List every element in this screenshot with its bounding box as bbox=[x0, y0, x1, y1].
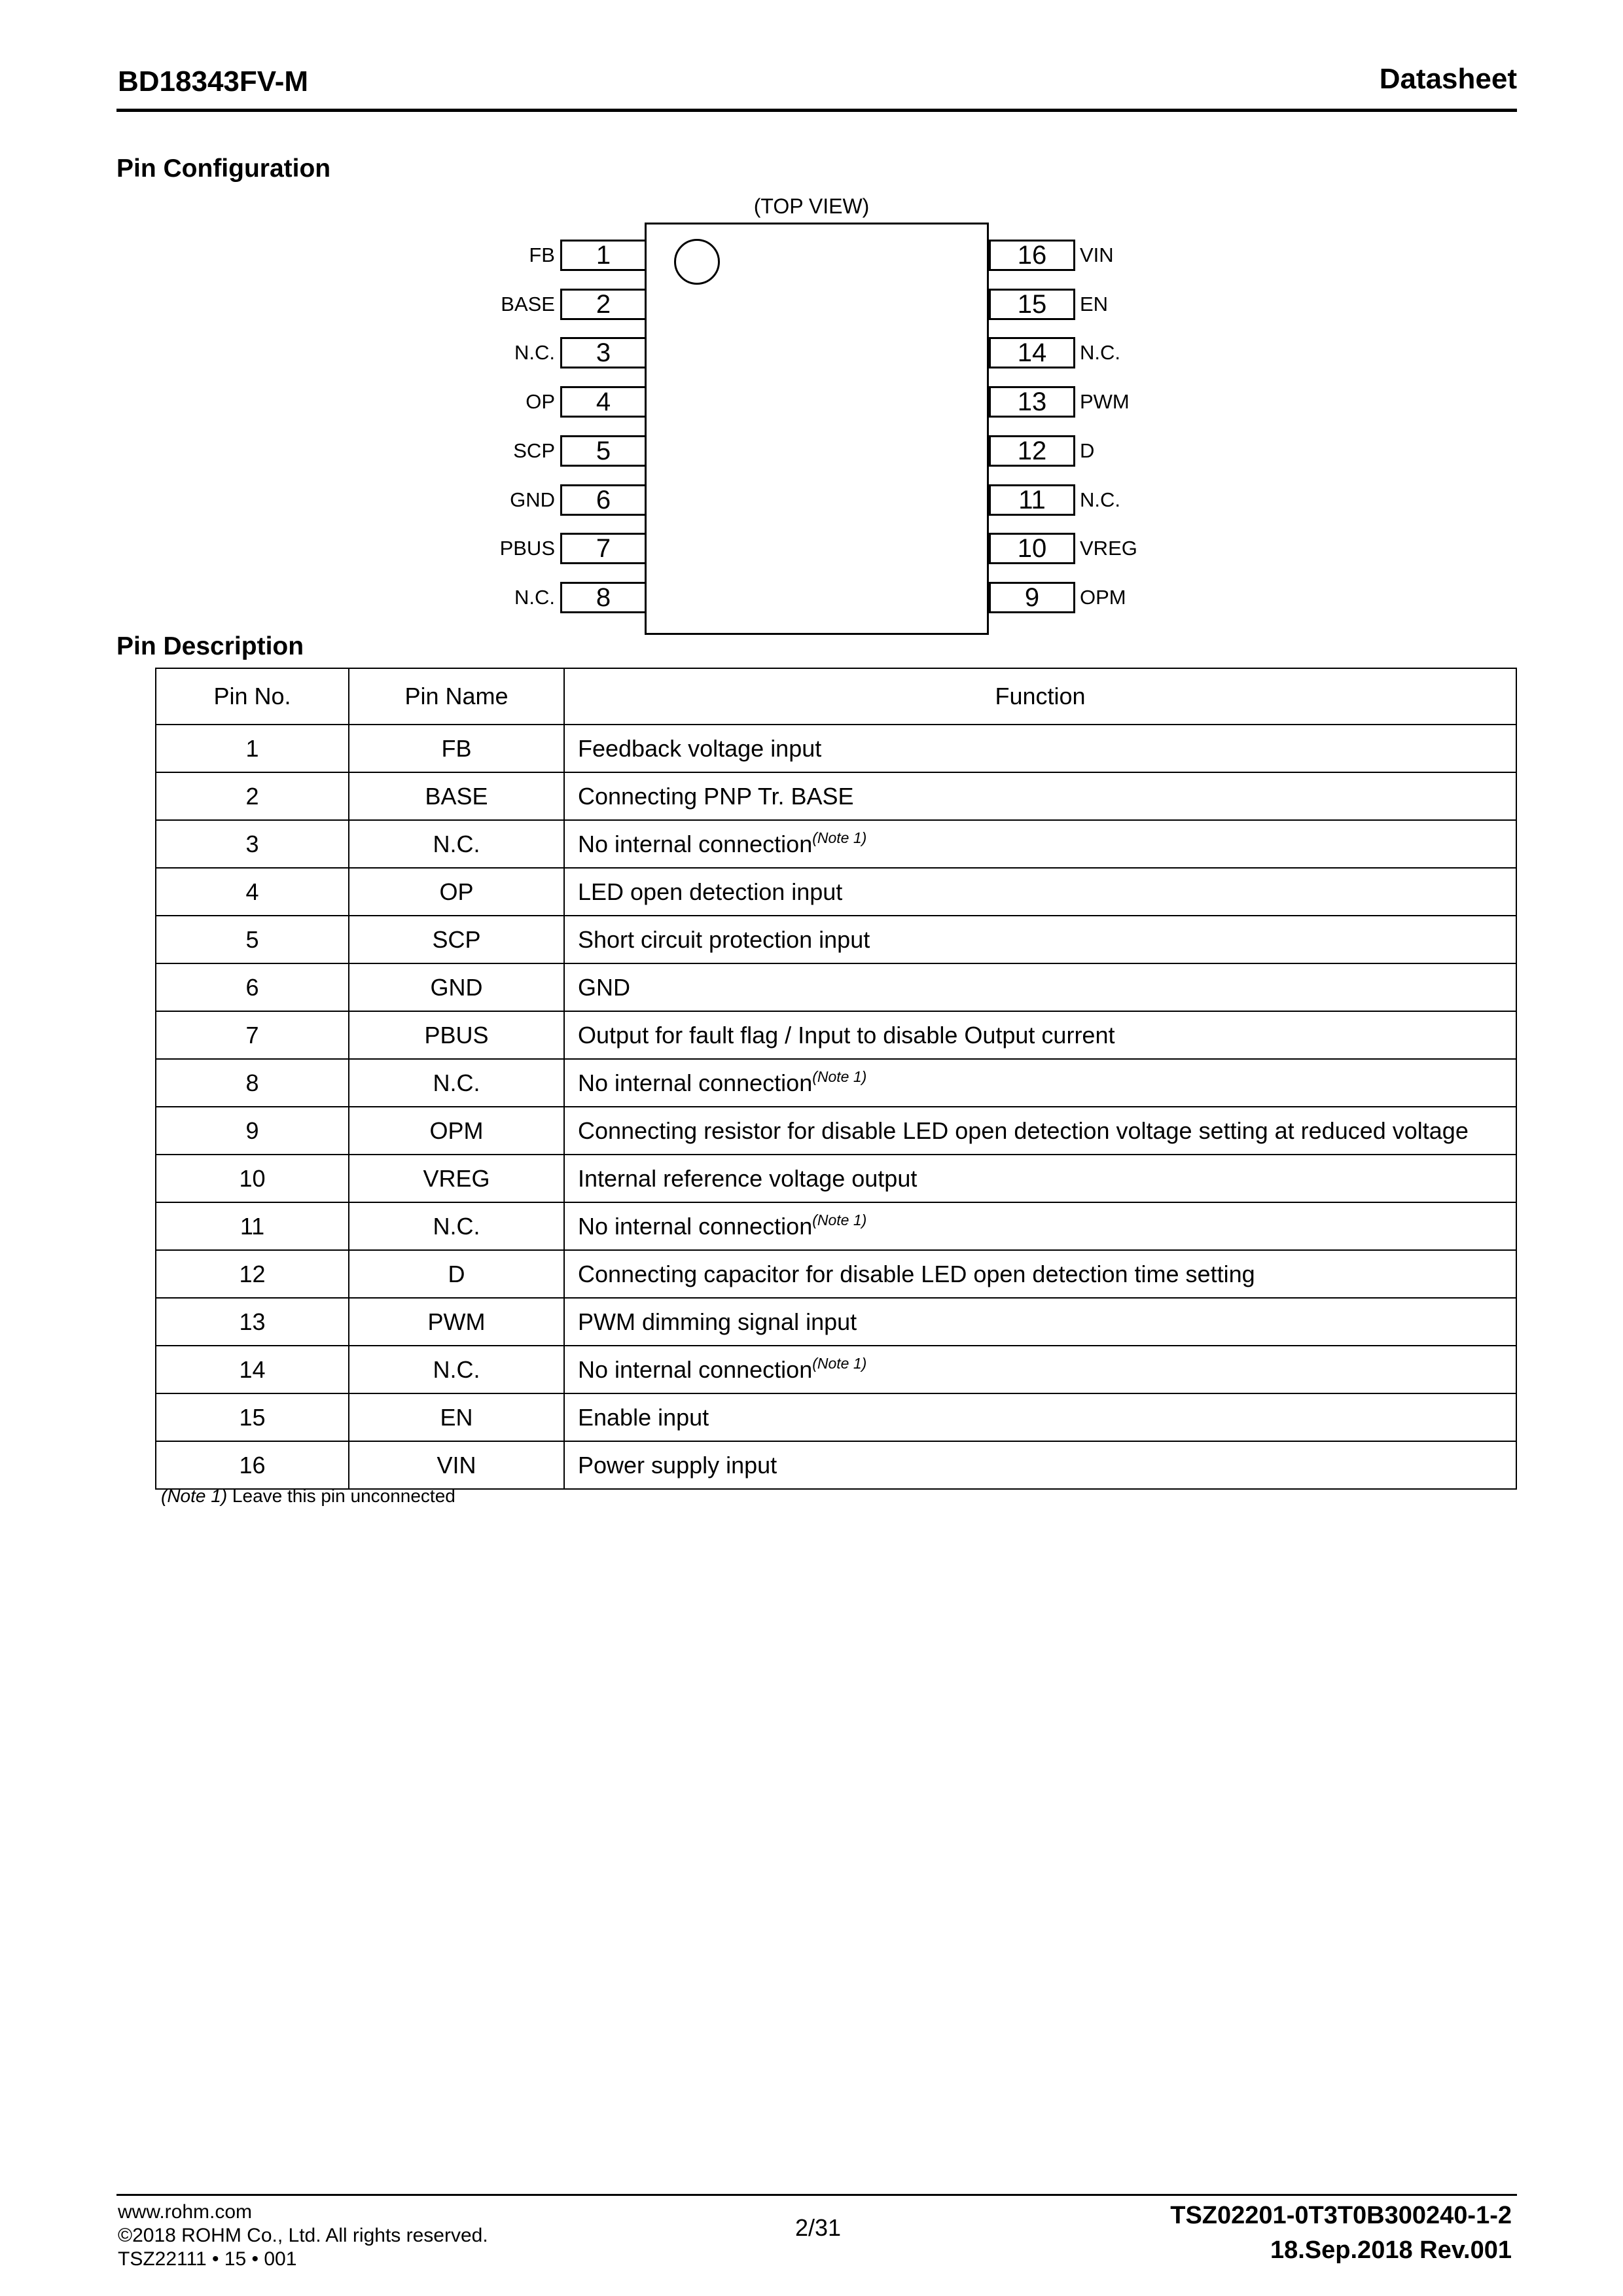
pin-name-cell: OPM bbox=[349, 1107, 564, 1155]
note-reference: (Note 1) bbox=[812, 1354, 867, 1372]
pin-name-label: N.C. bbox=[514, 586, 555, 609]
pin-name-cell: FB bbox=[349, 725, 564, 772]
pin-number-box: 13 bbox=[989, 386, 1075, 418]
pin-name-label: OP bbox=[526, 390, 555, 413]
function-text: Power supply input bbox=[578, 1451, 777, 1479]
pin-name-cell: EN bbox=[349, 1393, 564, 1441]
footnote-label: (Note 1) bbox=[161, 1486, 228, 1506]
pin-no-cell: 9 bbox=[156, 1107, 349, 1155]
pin-description-title: Pin Description bbox=[116, 632, 304, 660]
function-text: No internal connection bbox=[578, 1212, 813, 1240]
function-text: Feedback voltage input bbox=[578, 734, 822, 762]
pin-no-cell: 1 bbox=[156, 725, 349, 772]
document-date-revision: 18.Sep.2018 Rev.001 bbox=[1270, 2236, 1512, 2264]
pin-name-cell: OP bbox=[349, 868, 564, 916]
pin-name-label: OPM bbox=[1080, 586, 1126, 609]
pin-no-cell: 10 bbox=[156, 1155, 349, 1202]
table-row bbox=[156, 868, 1516, 916]
function-text: No internal connection bbox=[578, 830, 813, 857]
pin-name-label: N.C. bbox=[1080, 341, 1120, 364]
table-row bbox=[156, 1059, 1516, 1107]
table-row bbox=[156, 725, 1516, 772]
pin-number-box: 14 bbox=[989, 337, 1075, 368]
footer-rule bbox=[116, 2194, 1517, 2196]
table-row bbox=[156, 1441, 1516, 1489]
function-cell bbox=[564, 772, 1516, 820]
note-reference: (Note 1) bbox=[812, 1211, 867, 1229]
table-row bbox=[156, 1011, 1516, 1059]
pin-name-cell: VREG bbox=[349, 1155, 564, 1202]
pin-no-cell: 7 bbox=[156, 1011, 349, 1059]
pin-number-box: 1 bbox=[560, 240, 647, 271]
function-text: Short circuit protection input bbox=[578, 925, 870, 953]
table-header-row bbox=[156, 668, 1516, 725]
footer-website: www.rohm.com bbox=[118, 2201, 253, 2223]
pin-name-label: FB bbox=[529, 243, 555, 266]
pin-number-box: 11 bbox=[989, 484, 1075, 516]
table-row bbox=[156, 1298, 1516, 1346]
function-cell bbox=[564, 1393, 1516, 1441]
function-cell bbox=[564, 820, 1516, 868]
function-cell bbox=[564, 1298, 1516, 1346]
table-row bbox=[156, 1202, 1516, 1250]
table-row bbox=[156, 1250, 1516, 1298]
top-view-label: (TOP VIEW) bbox=[753, 194, 870, 218]
header-rule bbox=[116, 109, 1517, 112]
pin-name-cell: PBUS bbox=[349, 1011, 564, 1059]
footnote-text: Leave this pin unconnected bbox=[227, 1486, 455, 1506]
table-row bbox=[156, 1107, 1516, 1155]
pin-no-cell: 16 bbox=[156, 1441, 349, 1489]
function-cell bbox=[564, 868, 1516, 916]
pin-number-box: 6 bbox=[560, 484, 647, 516]
function-text: LED open detection input bbox=[578, 878, 843, 905]
pin-name-label: EN bbox=[1080, 293, 1109, 315]
pin-number-box: 4 bbox=[560, 386, 647, 418]
pin-name-cell: PWM bbox=[349, 1298, 564, 1346]
pin1-marker-icon bbox=[674, 239, 720, 285]
pin-number-box: 12 bbox=[989, 435, 1075, 467]
function-cell bbox=[564, 1059, 1516, 1107]
function-cell bbox=[564, 1155, 1516, 1202]
pin-number-box: 2 bbox=[560, 289, 647, 320]
pin-description-table bbox=[155, 668, 1517, 1490]
pin-name-cell: SCP bbox=[349, 916, 564, 963]
function-cell bbox=[564, 725, 1516, 772]
pin-name-label: N.C. bbox=[514, 341, 555, 364]
pin-no-cell: 11 bbox=[156, 1202, 349, 1250]
function-text: No internal connection bbox=[578, 1355, 813, 1383]
table-row bbox=[156, 1346, 1516, 1393]
function-text: Connecting resistor for disable LED open detection voltage setting at reduced voltage bbox=[578, 1117, 1469, 1144]
note-reference: (Note 1) bbox=[812, 1067, 867, 1085]
table-row bbox=[156, 963, 1516, 1011]
footer-left bbox=[118, 2200, 488, 2271]
doc-type: Datasheet bbox=[1379, 63, 1517, 95]
pin-no-cell: 5 bbox=[156, 916, 349, 963]
pin-no-cell: 15 bbox=[156, 1393, 349, 1441]
pin-name-label: BASE bbox=[501, 293, 555, 315]
pin-number-box: 15 bbox=[989, 289, 1075, 320]
function-cell bbox=[564, 1107, 1516, 1155]
function-cell bbox=[564, 1250, 1516, 1298]
pin-name-cell: N.C. bbox=[349, 1202, 564, 1250]
function-cell bbox=[564, 963, 1516, 1011]
table-row bbox=[156, 916, 1516, 963]
pin-configuration-title: Pin Configuration bbox=[116, 154, 331, 183]
function-cell bbox=[564, 916, 1516, 963]
function-text: GND bbox=[578, 973, 630, 1001]
function-cell bbox=[564, 1346, 1516, 1393]
pin-name-label: VIN bbox=[1080, 243, 1114, 266]
function-cell bbox=[564, 1441, 1516, 1489]
pin-name-cell: BASE bbox=[349, 772, 564, 820]
pin-no-cell: 4 bbox=[156, 868, 349, 916]
pin-name-label: VREG bbox=[1080, 537, 1137, 560]
function-text: Connecting PNP Tr. BASE bbox=[578, 782, 854, 810]
pin-name-cell: N.C. bbox=[349, 1346, 564, 1393]
pin-name-label: PBUS bbox=[499, 537, 555, 560]
pin-name-cell: N.C. bbox=[349, 1059, 564, 1107]
pin-no-cell: 14 bbox=[156, 1346, 349, 1393]
pin-number-box: 5 bbox=[560, 435, 647, 467]
page-number: 2/31 bbox=[794, 2214, 842, 2241]
pin-no-cell: 2 bbox=[156, 772, 349, 820]
column-header-pin-no: Pin No. bbox=[156, 668, 349, 725]
function-text: Connecting capacitor for disable LED open detection time setting bbox=[578, 1260, 1255, 1287]
pin-no-cell: 13 bbox=[156, 1298, 349, 1346]
footer-code: TSZ22111 • 15 • 001 bbox=[118, 2248, 297, 2270]
footnote bbox=[161, 1486, 455, 1507]
function-text: Internal reference voltage output bbox=[578, 1164, 918, 1192]
note-reference: (Note 1) bbox=[812, 829, 867, 846]
column-header-function: Function bbox=[564, 668, 1516, 725]
pin-name-label: PWM bbox=[1080, 390, 1130, 413]
function-text: No internal connection bbox=[578, 1069, 813, 1096]
pin-number-box: 10 bbox=[989, 533, 1075, 564]
table-row bbox=[156, 820, 1516, 868]
pin-name-label: N.C. bbox=[1080, 488, 1120, 511]
pin-name-cell: GND bbox=[349, 963, 564, 1011]
function-text: Output for fault flag / Input to disable Output current bbox=[578, 1021, 1115, 1049]
pin-no-cell: 12 bbox=[156, 1250, 349, 1298]
table-row bbox=[156, 1393, 1516, 1441]
pin-name-cell: D bbox=[349, 1250, 564, 1298]
pin-name-label: SCP bbox=[513, 439, 555, 462]
pin-number-box: 3 bbox=[560, 337, 647, 368]
document-number: TSZ02201-0T3T0B300240-1-2 bbox=[1170, 2202, 1512, 2229]
function-text: PWM dimming signal input bbox=[578, 1308, 857, 1335]
pin-number-box: 16 bbox=[989, 240, 1075, 271]
function-text: Enable input bbox=[578, 1403, 709, 1431]
pin-number-box: 9 bbox=[989, 582, 1075, 613]
column-header-pin-name: Pin Name bbox=[349, 668, 564, 725]
function-cell bbox=[564, 1011, 1516, 1059]
pin-name-label: GND bbox=[510, 488, 555, 511]
pin-name-label: D bbox=[1080, 439, 1095, 462]
pin-no-cell: 8 bbox=[156, 1059, 349, 1107]
part-number: BD18343FV-M bbox=[118, 65, 309, 98]
pin-number-box: 8 bbox=[560, 582, 647, 613]
pin-no-cell: 3 bbox=[156, 820, 349, 868]
pin-no-cell: 6 bbox=[156, 963, 349, 1011]
pin-name-cell: N.C. bbox=[349, 820, 564, 868]
footer-copyright: ©2018 ROHM Co., Ltd. All rights reserved. bbox=[118, 2225, 488, 2246]
pin-name-cell: VIN bbox=[349, 1441, 564, 1489]
function-cell bbox=[564, 1202, 1516, 1250]
table-row bbox=[156, 1155, 1516, 1202]
table-row bbox=[156, 772, 1516, 820]
pin-number-box: 7 bbox=[560, 533, 647, 564]
